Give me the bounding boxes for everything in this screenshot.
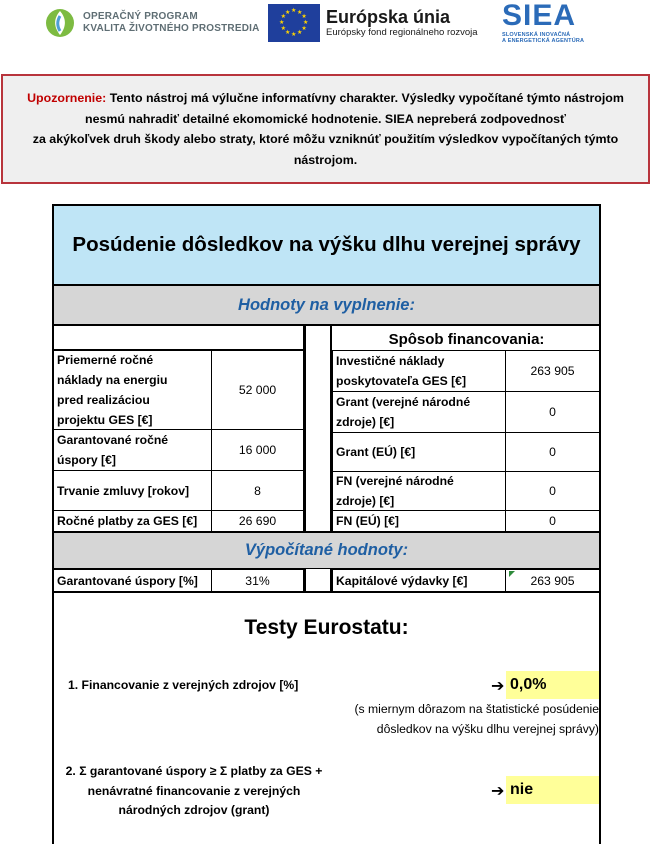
eu-star-icon: ★ bbox=[301, 26, 307, 32]
tests-title: Testy Eurostatu: bbox=[244, 616, 409, 639]
test1-arrow-icon: ➔ bbox=[491, 678, 505, 695]
label-line: Grant (EÚ) [€] bbox=[336, 445, 416, 459]
eu-star-icon: ★ bbox=[297, 9, 303, 16]
computed-savings-label: Garantované úspory [%] bbox=[54, 569, 212, 593]
siea-logo-word: SIEA bbox=[502, 0, 577, 32]
test1-label: 1. Financovanie z verejných zdrojov [%] bbox=[68, 678, 299, 692]
eurostat-sheet bbox=[52, 204, 601, 844]
inputs-section-title: Hodnoty na vyplnenie: bbox=[238, 295, 415, 314]
label-line: zdroje) [€] bbox=[336, 415, 395, 429]
inputs-section-header bbox=[54, 286, 599, 326]
funding-grant-eu-label bbox=[332, 432, 506, 472]
input-energy-cost-label bbox=[54, 350, 212, 430]
eu-star-icon: ★ bbox=[301, 14, 307, 20]
input-contract-duration-label bbox=[54, 470, 212, 511]
test2-result: nie bbox=[506, 776, 599, 804]
disclaimer-line3: za akýkoľvek druh škody alebo straty, ktoré môžu vzniknúť použitím výsledkov vypočítaných týmto bbox=[32, 132, 619, 146]
funding-investment-label bbox=[332, 350, 506, 392]
column-separator bbox=[304, 569, 332, 593]
funding-fn-eu-label bbox=[332, 510, 506, 532]
test2-label bbox=[54, 762, 334, 821]
input-guaranteed-savings-label bbox=[54, 429, 212, 471]
eu-star-icon: ★ bbox=[291, 32, 297, 38]
eu-star-icon: ★ bbox=[285, 9, 291, 16]
computed-section-header bbox=[54, 531, 599, 570]
label-line: úspory [€] bbox=[57, 453, 116, 467]
label-line: poskytovateľa GES [€] bbox=[336, 374, 466, 388]
eu-star-icon: ★ bbox=[280, 14, 286, 20]
label-line: Garantované ročné bbox=[57, 433, 169, 447]
label-line: Investičné náklady bbox=[336, 354, 445, 368]
op-logo-line2: KVALITA ŽIVOTNÉHO PROSTREDIA bbox=[83, 23, 260, 34]
label-line: národných zdrojov (grant) bbox=[118, 803, 270, 817]
computed-capex-value: 263 905 bbox=[505, 569, 599, 593]
siea-logo bbox=[502, 0, 602, 50]
test1-note bbox=[294, 700, 599, 739]
eu-star-icon: ★ bbox=[280, 26, 286, 32]
siea-logo-sub2: A ENERGETICKÁ AGENTÚRA bbox=[502, 38, 585, 44]
eu-star-icon: ★ bbox=[279, 20, 285, 26]
disclaimer-line4: nástrojom. bbox=[293, 152, 358, 167]
test2-arrow-icon: ➔ bbox=[491, 783, 505, 800]
funding-grant-national-label bbox=[332, 391, 506, 433]
note-line: (s miernym dôrazom na štatistické posúdenie bbox=[354, 702, 599, 716]
label-line: FN (verejné národné bbox=[336, 474, 454, 488]
note-line: dôsledkov na výšku dlhu verejnej správy) bbox=[376, 721, 599, 736]
funding-fn-national-label bbox=[332, 471, 506, 511]
funding-investment-value[interactable]: 263 905 bbox=[505, 350, 599, 392]
input-energy-cost-value[interactable]: 52 000 bbox=[211, 350, 304, 430]
op-logo-line1: OPERAČNÝ PROGRAM bbox=[83, 11, 198, 22]
eu-logo-title: Európska únia bbox=[326, 7, 451, 27]
input-contract-duration-value[interactable]: 8 bbox=[211, 470, 304, 511]
label-line: pred realizáciou bbox=[57, 393, 150, 407]
cell-comment-marker bbox=[509, 571, 515, 577]
computed-savings-value: 31% bbox=[211, 569, 304, 593]
funding-grant-national-value[interactable]: 0 bbox=[505, 391, 599, 433]
label-line: Grant (verejné národné bbox=[336, 395, 471, 409]
siea-logo-sub1: SLOVENSKÁ INOVAČNÁ bbox=[502, 32, 571, 38]
eu-flag-icon bbox=[268, 4, 320, 42]
label-line: FN (EÚ) [€] bbox=[336, 514, 399, 528]
computed-capex-label: Kapitálové výdavky [€] bbox=[332, 569, 506, 593]
eu-logo-subtitle: Európsky fond regionálneho rozvoja bbox=[326, 27, 478, 38]
label-line: náklady na energiu bbox=[57, 373, 168, 387]
eu-star-icon: ★ bbox=[285, 30, 291, 37]
label-line: Priemerné ročné bbox=[57, 353, 154, 367]
test1-result: 0,0% bbox=[506, 671, 599, 699]
disclaimer-box bbox=[1, 74, 650, 184]
funding-grant-eu-value[interactable]: 0 bbox=[505, 432, 599, 472]
eu-star-icon: ★ bbox=[291, 8, 297, 14]
leaf-drop-icon bbox=[45, 8, 75, 38]
disclaimer-line1: Tento nástroj má výlučne informatívny charakter. Výsledky vypočítané týmto nástrojom bbox=[109, 91, 624, 105]
label-line: 2. Σ garantované úspory ≥ Σ platby za GES + bbox=[65, 764, 323, 778]
label-line: nenávratné financovanie z verejných bbox=[87, 783, 301, 798]
funding-section-title: Spôsob financovania: bbox=[388, 330, 545, 348]
disclaimer-line2: nesmú nahradiť detailné ekomomické hodnotenie. SIEA nepreberá zodpovednosť bbox=[85, 111, 566, 126]
input-guaranteed-savings-value[interactable]: 16 000 bbox=[211, 429, 304, 471]
label-line: zdroje) [€] bbox=[336, 494, 395, 508]
op-kzp-logo bbox=[45, 4, 260, 42]
sheet-title: Posúdenie dôsledkov na výšku dlhu verejnej správy bbox=[72, 233, 581, 256]
eu-star-icon: ★ bbox=[297, 30, 303, 37]
funding-fn-eu-value[interactable]: 0 bbox=[505, 510, 599, 532]
sheet-title-band bbox=[54, 206, 599, 286]
input-annual-payments-value[interactable]: 26 690 bbox=[211, 510, 304, 532]
input-annual-payments-label bbox=[54, 510, 212, 532]
label-line: Ročné platby za GES [€] bbox=[57, 514, 198, 528]
label-line: projektu GES [€] bbox=[57, 413, 153, 427]
inputs-blank-header bbox=[54, 326, 304, 350]
eu-logo bbox=[268, 2, 478, 44]
disclaimer-lead: Upozornenie: bbox=[27, 91, 107, 105]
funding-fn-national-value[interactable]: 0 bbox=[505, 471, 599, 511]
eu-star-icon: ★ bbox=[303, 20, 309, 26]
label-line: Trvanie zmluvy [rokov] bbox=[57, 483, 190, 498]
computed-section-title: Výpočítané hodnoty: bbox=[244, 541, 409, 559]
column-separator bbox=[304, 326, 332, 532]
